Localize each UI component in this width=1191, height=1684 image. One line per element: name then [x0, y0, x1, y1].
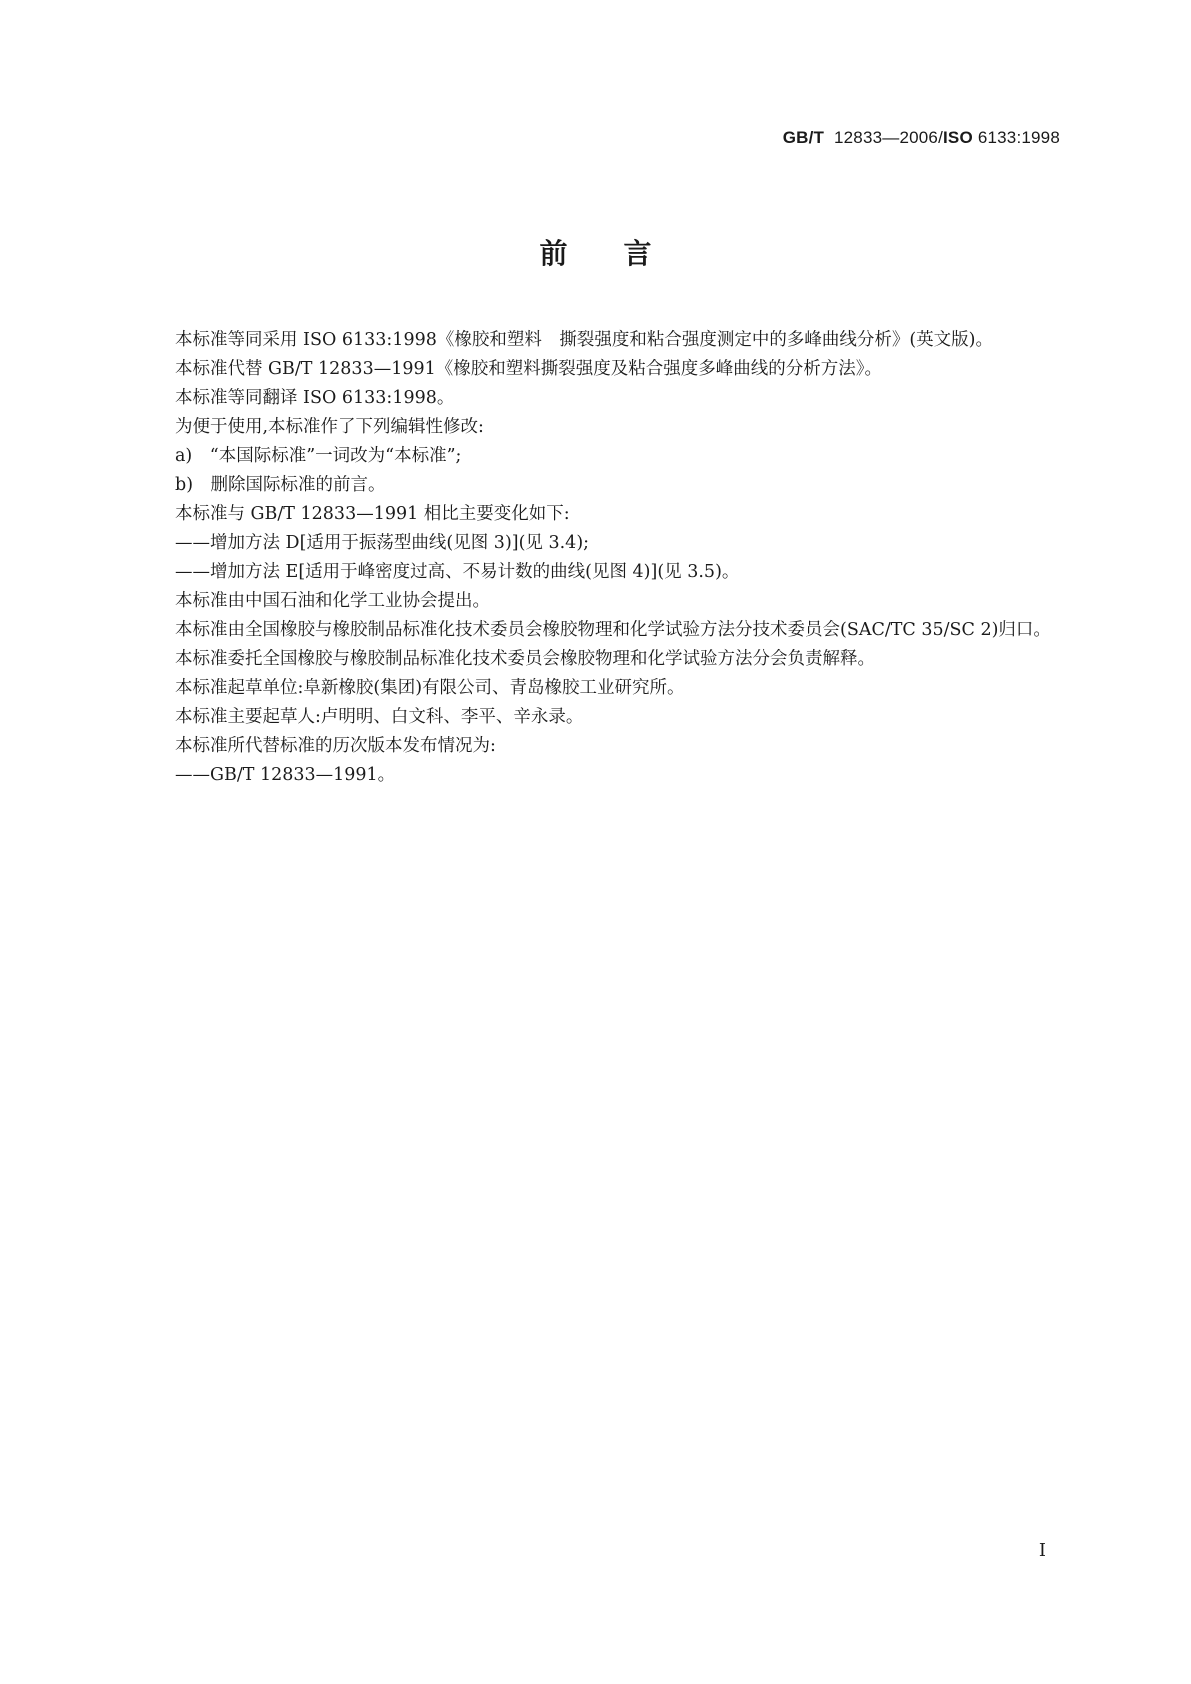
paragraph-translation: 本标准等同翻译 ISO 6133:1998。: [175, 388, 455, 408]
header-gb: GB/T: [782, 128, 825, 147]
paragraph-proposer: 本标准由中国石油和化学工业协会提出。: [175, 591, 490, 611]
list-item-a: a) “本国际标准”一词改为“本标准”;: [175, 446, 462, 466]
paragraph-drafters: 本标准主要起草人:卢明明、白文科、李平、辛永录。: [175, 707, 584, 727]
standard-number-header: [783, 128, 1060, 148]
paragraph-changes-intro: 本标准与 GB/T 12833—1991 相比主要变化如下:: [175, 504, 570, 524]
page-number: I: [1038, 1540, 1046, 1561]
paragraph-editorial-intro: 为便于使用,本标准作了下列编辑性修改:: [175, 417, 484, 437]
previous-edition-item: ——GB/T 12833—1991。: [175, 765, 396, 785]
paragraph-technical-committee: 本标准由全国橡胶与橡胶制品标准化技术委员会橡胶物理和化学试验方法分技术委员会(SAC/TC 35/SC 2)归口。: [175, 620, 1051, 640]
page-title: 前言: [539, 237, 708, 270]
change-item-method-e: ——增加方法 E[适用于峰密度过高、不易计数的曲线(见图 4)](见 3.5)。: [175, 562, 740, 582]
header-iso-number: 6133:1998: [977, 128, 1060, 147]
foreword-body: [131, 326, 1060, 790]
change-item-method-d: ——增加方法 D[适用于振荡型曲线(见图 3)](见 3.4);: [175, 533, 590, 553]
paragraph-interpretation: 本标准委托全国橡胶与橡胶制品标准化技术委员会橡胶物理和化学试验方法分会负责解释。: [175, 649, 875, 669]
paragraph-drafting-units: 本标准起草单位:阜新橡胶(集团)有限公司、青岛橡胶工业研究所。: [175, 678, 685, 698]
paragraph-previous-editions: 本标准所代替标准的历次版本发布情况为:: [175, 736, 496, 756]
header-number: 12833—2006/: [833, 128, 943, 147]
header-iso: ISO: [943, 128, 973, 147]
paragraph-adoption: 本标准等同采用 ISO 6133:1998《橡胶和塑料 撕裂强度和粘合强度测定中的多峰曲线分析》(英文版)。: [175, 330, 993, 350]
list-item-b: b) 删除国际标准的前言。: [175, 475, 386, 495]
paragraph-replaces: 本标准代替 GB/T 12833—1991《橡胶和塑料撕裂强度及粘合强度多峰曲线的分析方法》。: [175, 359, 882, 379]
